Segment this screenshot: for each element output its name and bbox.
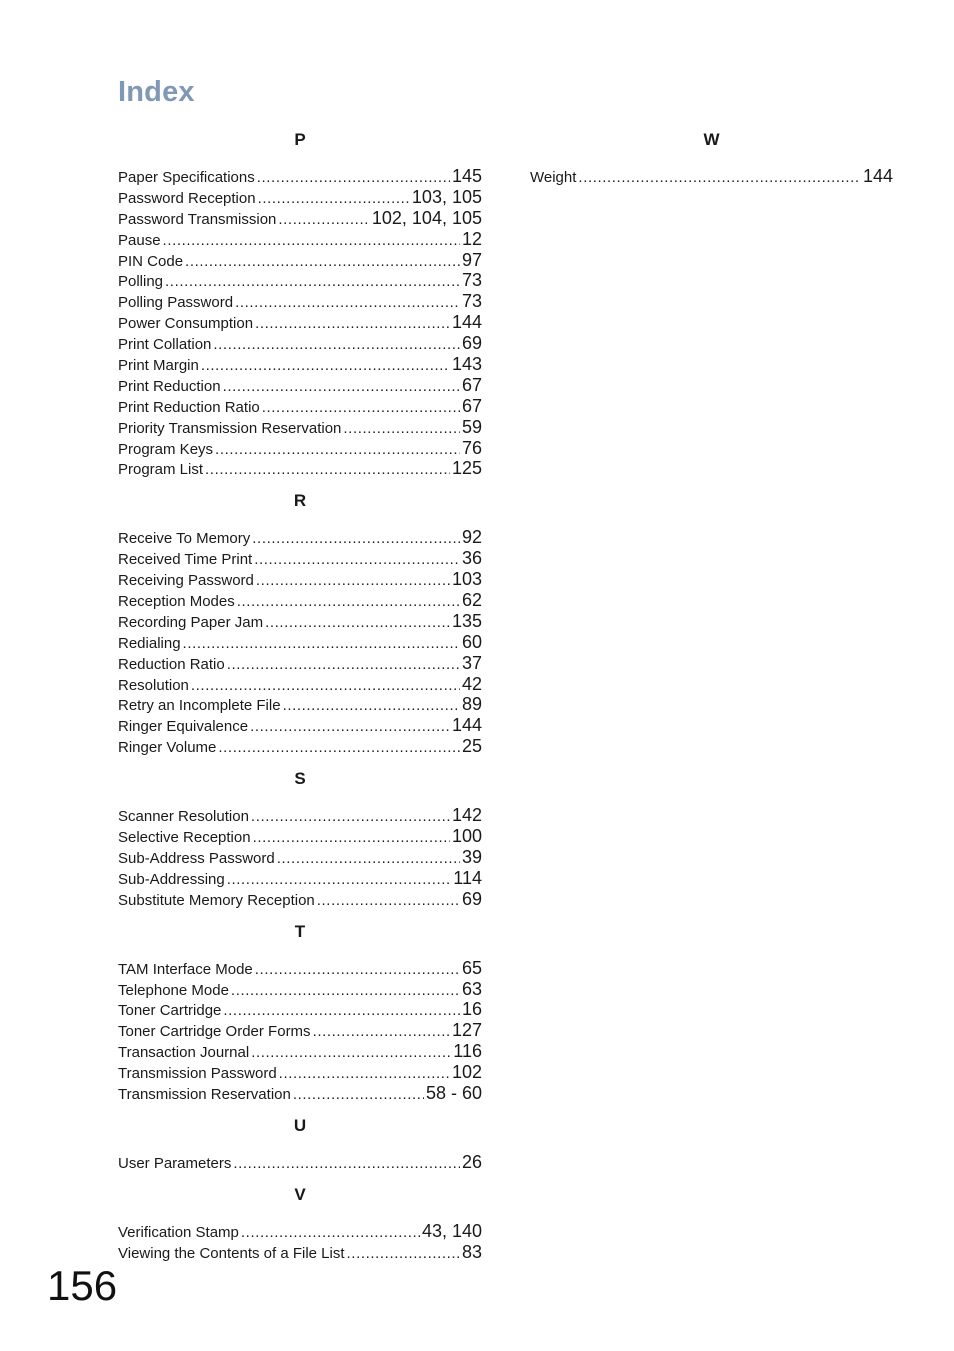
index-entry xyxy=(118,847,482,868)
dot-leader xyxy=(233,1154,460,1175)
entry-pages: 125 xyxy=(451,458,482,479)
index-entry xyxy=(118,375,482,396)
entry-pages: 135 xyxy=(451,610,482,631)
index-section xyxy=(118,128,482,479)
entry-pages: 67 xyxy=(461,374,482,395)
dot-leader xyxy=(255,960,460,981)
index-entry xyxy=(118,1083,482,1104)
entry-pages: 103 xyxy=(451,569,482,590)
section-letter: S xyxy=(294,769,306,789)
index-entry xyxy=(118,611,482,632)
entry-term: Reduction Ratio xyxy=(118,655,225,673)
dot-leader xyxy=(277,849,460,870)
dot-leader xyxy=(255,314,450,335)
dot-leader xyxy=(251,1043,451,1064)
dot-leader xyxy=(165,272,460,293)
entry-pages: 89 xyxy=(461,694,482,715)
section-letter: V xyxy=(294,1184,306,1204)
entry-pages: 114 xyxy=(453,867,482,888)
entry-term: Print Reduction Ratio xyxy=(118,398,260,416)
index-entry xyxy=(118,805,482,826)
index-entry xyxy=(118,889,482,910)
entry-pages: 60 xyxy=(461,631,482,652)
entry-pages: 26 xyxy=(461,1151,482,1172)
entry-term: Program List xyxy=(118,461,204,479)
entry-pages: 67 xyxy=(461,395,482,416)
entry-term: Recording Paper Jam xyxy=(118,613,264,631)
entry-term: Password Transmission xyxy=(118,210,277,228)
index-entry xyxy=(118,590,482,611)
entry-pages: 42 xyxy=(461,673,482,694)
entry-term: Transmission Reservation xyxy=(118,1085,291,1103)
index-entry xyxy=(118,715,482,736)
dot-leader xyxy=(163,231,460,252)
index-section xyxy=(118,920,482,1104)
index-entry xyxy=(118,527,482,548)
entry-pages: 59 xyxy=(461,416,482,437)
index-entry xyxy=(118,1221,482,1242)
section-letter: W xyxy=(703,130,720,149)
index-entry xyxy=(118,438,482,459)
index-entry xyxy=(118,632,482,653)
index-entry xyxy=(118,354,482,375)
index-entry xyxy=(118,674,482,695)
dot-leader xyxy=(283,696,460,717)
dot-leader xyxy=(235,293,460,314)
entry-term: Receiving Password xyxy=(118,572,254,590)
entry-pages: 127 xyxy=(451,1020,482,1041)
dot-leader xyxy=(218,738,460,759)
dot-leader xyxy=(250,717,450,738)
index-entry xyxy=(118,270,482,291)
entry-pages: 58 - 60 xyxy=(425,1082,482,1103)
dot-leader xyxy=(262,398,460,419)
index-section xyxy=(530,128,893,187)
entry-term: Password Reception xyxy=(118,189,256,207)
dot-leader xyxy=(201,356,450,377)
entry-term: Scanner Resolution xyxy=(118,808,249,826)
dot-leader xyxy=(183,634,460,655)
entry-pages: 144 xyxy=(451,312,482,333)
entry-pages: 144 xyxy=(451,715,482,736)
entry-term: Program Keys xyxy=(118,440,214,458)
entry-pages: 39 xyxy=(461,846,482,867)
index-section xyxy=(118,1114,482,1173)
entry-term: Viewing the Contents of a File List xyxy=(118,1244,345,1262)
dot-leader xyxy=(205,460,450,481)
entry-pages: 16 xyxy=(461,999,482,1020)
dot-leader xyxy=(227,870,452,891)
entry-term: Ringer Equivalence xyxy=(118,718,249,736)
entry-term: Telephone Mode xyxy=(118,981,229,999)
dot-leader xyxy=(578,168,861,189)
dot-leader xyxy=(257,168,450,189)
dot-leader xyxy=(347,1244,460,1265)
entry-term: Retry an Incomplete File xyxy=(118,697,281,715)
index-entry xyxy=(118,826,482,847)
index-entry xyxy=(118,250,482,271)
index-entry xyxy=(118,653,482,674)
dot-leader xyxy=(251,807,450,828)
entry-term: Selective Reception xyxy=(118,829,251,847)
entry-pages: 37 xyxy=(461,652,482,673)
entry-pages: 73 xyxy=(461,270,482,291)
entry-pages: 63 xyxy=(461,978,482,999)
entry-term: Priority Transmission Reservation xyxy=(118,419,342,437)
dot-leader xyxy=(254,550,460,571)
index-entry xyxy=(118,1020,482,1041)
entry-pages: 92 xyxy=(461,527,482,548)
dot-leader xyxy=(256,571,450,592)
entry-term: Receive To Memory xyxy=(118,530,251,548)
entry-pages: 102 xyxy=(451,1062,482,1083)
index-entry xyxy=(118,548,482,569)
index-entry xyxy=(118,958,482,979)
entry-pages: 12 xyxy=(461,228,482,249)
index-entry xyxy=(118,1152,482,1173)
entry-term: Print Margin xyxy=(118,357,199,375)
entry-pages: 76 xyxy=(461,437,482,458)
entry-term: Verification Stamp xyxy=(118,1223,239,1241)
dot-leader xyxy=(293,1085,424,1106)
dot-leader xyxy=(279,1064,450,1085)
dot-leader xyxy=(213,335,460,356)
index-entry xyxy=(530,166,893,187)
dot-leader xyxy=(278,210,370,231)
entry-term: Ringer Volume xyxy=(118,739,217,757)
entry-term: Paper Specifications xyxy=(118,169,255,186)
index-entry xyxy=(118,999,482,1020)
index-entry xyxy=(118,187,482,208)
section-letter: U xyxy=(293,1115,307,1135)
dot-leader xyxy=(185,252,460,273)
entry-pages: 36 xyxy=(461,548,482,569)
entry-term: Weight xyxy=(530,169,577,186)
entry-pages: 142 xyxy=(451,805,482,826)
index-entry xyxy=(118,694,482,715)
index-entry xyxy=(118,1041,482,1062)
index-entry xyxy=(118,1062,482,1083)
entry-pages: 143 xyxy=(451,354,482,375)
entry-term: Sub-Address Password xyxy=(118,849,275,867)
entry-pages: 97 xyxy=(461,249,482,270)
entry-pages: 100 xyxy=(451,826,482,847)
entry-term: Toner Cartridge Order Forms xyxy=(118,1023,311,1041)
dot-leader xyxy=(313,1022,450,1043)
entry-pages: 25 xyxy=(461,736,482,757)
entry-term: Toner Cartridge xyxy=(118,1002,222,1020)
index-section xyxy=(118,767,482,909)
entry-pages: 116 xyxy=(453,1041,482,1062)
dot-leader xyxy=(231,981,460,1002)
entry-term: Redialing xyxy=(118,634,181,652)
entry-pages: 62 xyxy=(461,590,482,611)
entry-term: Transaction Journal xyxy=(118,1044,250,1062)
page-number: 156 xyxy=(47,1262,118,1309)
index-entry xyxy=(118,333,482,354)
entry-pages: 43, 140 xyxy=(421,1220,482,1241)
index-entry xyxy=(118,569,482,590)
entry-term: Resolution xyxy=(118,676,189,694)
index-entry xyxy=(118,979,482,1000)
entry-term: Pause xyxy=(118,231,161,249)
entry-term: Polling Password xyxy=(118,294,234,312)
dot-leader xyxy=(253,828,450,849)
dot-leader xyxy=(258,189,410,210)
dot-leader xyxy=(317,891,460,912)
index-section xyxy=(118,1183,482,1263)
index-entry xyxy=(118,229,482,250)
section-letter: T xyxy=(294,921,306,941)
entry-pages: 73 xyxy=(461,291,482,312)
entry-term: User Parameters xyxy=(118,1154,232,1172)
index-entry xyxy=(118,417,482,438)
entry-pages: 65 xyxy=(461,957,482,978)
entry-pages: 69 xyxy=(461,333,482,354)
page-title: Index xyxy=(118,76,195,108)
entry-pages: 144 xyxy=(862,166,893,186)
entry-term: Power Consumption xyxy=(118,315,254,333)
index-entry xyxy=(118,291,482,312)
index-entry xyxy=(118,736,482,757)
index-column-right xyxy=(530,128,893,187)
section-letter: R xyxy=(293,491,307,511)
index-entry xyxy=(118,868,482,889)
entry-term: Reception Modes xyxy=(118,593,235,611)
dot-leader xyxy=(223,377,460,398)
entry-pages: 69 xyxy=(461,888,482,909)
entry-term: Print Reduction xyxy=(118,377,221,395)
entry-pages: 83 xyxy=(461,1241,482,1262)
index-entry xyxy=(118,1242,482,1263)
index-column-left xyxy=(118,128,482,1263)
index-entry xyxy=(118,166,482,187)
index-section xyxy=(118,489,482,757)
entry-pages: 103, 105 xyxy=(411,186,482,207)
dot-leader xyxy=(191,676,460,697)
entry-term: Polling xyxy=(118,273,164,291)
entry-term: Received Time Print xyxy=(118,551,253,569)
entry-term: Sub-Addressing xyxy=(118,870,225,888)
dot-leader xyxy=(227,655,460,676)
entry-pages: 145 xyxy=(451,166,482,186)
index-entry xyxy=(118,312,482,333)
section-letter: P xyxy=(294,130,306,149)
dot-leader xyxy=(265,613,450,634)
entry-term: Print Collation xyxy=(118,336,212,354)
entry-term: Substitute Memory Reception xyxy=(118,891,315,909)
entry-term: Transmission Password xyxy=(118,1065,277,1083)
dot-leader xyxy=(241,1223,420,1244)
index-entry xyxy=(118,396,482,417)
entry-term: TAM Interface Mode xyxy=(118,960,253,978)
index-entry xyxy=(118,208,482,229)
dot-leader xyxy=(343,419,460,440)
dot-leader xyxy=(237,592,460,613)
dot-leader xyxy=(223,1001,460,1022)
dot-leader xyxy=(215,440,460,461)
entry-term: PIN Code xyxy=(118,252,184,270)
dot-leader xyxy=(252,529,460,550)
entry-pages: 102, 104, 105 xyxy=(371,207,482,228)
index-entry xyxy=(118,458,482,479)
